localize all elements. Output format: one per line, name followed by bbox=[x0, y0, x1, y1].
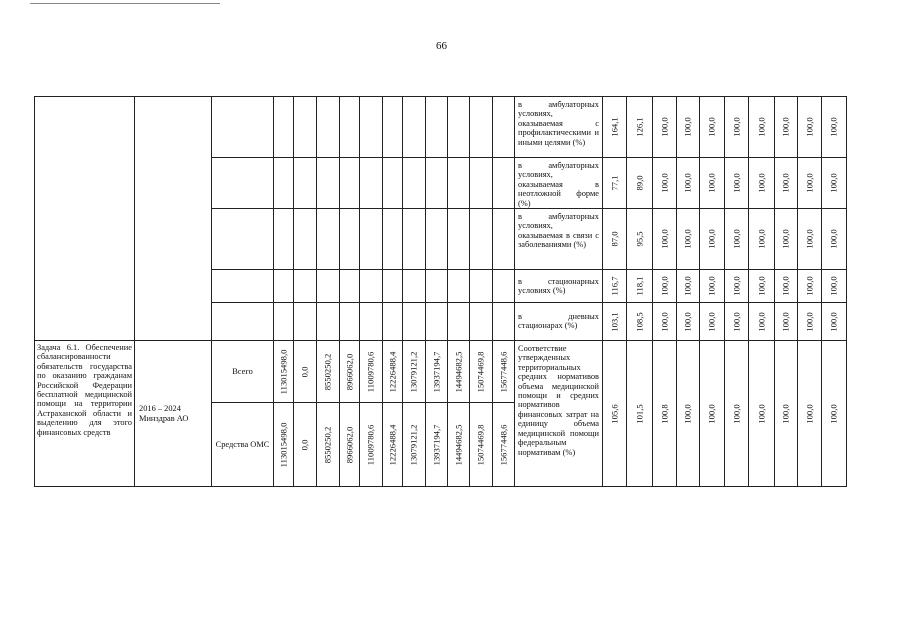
program-table bbox=[34, 96, 847, 487]
value-cell: 100,0 bbox=[798, 209, 822, 270]
indicator-cell: в амбулаторных условиях, оказываемая в связи с заболеваниями (%) bbox=[515, 209, 603, 270]
value-cell: 100,0 bbox=[775, 209, 798, 270]
amount-cell: 15677448,6 bbox=[493, 341, 515, 403]
empty-cell bbox=[212, 303, 274, 341]
indicator-cell: в амбулаторных условиях, оказываемая в неотложной форме (%) bbox=[515, 158, 603, 209]
table-row bbox=[35, 341, 847, 403]
value-cell: 95,5 bbox=[627, 209, 653, 270]
value-cell: 100,0 bbox=[653, 158, 677, 209]
value-cell: 126,1 bbox=[627, 97, 653, 158]
value-cell: 100,0 bbox=[677, 270, 700, 303]
value-cell: 100,0 bbox=[725, 158, 749, 209]
value-cell: 100,0 bbox=[749, 303, 775, 341]
value-cell: 100,0 bbox=[749, 209, 775, 270]
value-cell: 100,0 bbox=[677, 158, 700, 209]
indicator-cell: Соответствие утвержденных территориальных средних нормативов объема медицинской помощи и средних нормативов финансовых затрат на единицу объема медицинской помощи федеральным нормативам (%) bbox=[515, 341, 603, 487]
value-cell: 89,0 bbox=[627, 158, 653, 209]
value-cell: 100,0 bbox=[653, 209, 677, 270]
value-cell: 100,0 bbox=[798, 158, 822, 209]
amount-cell: 8550250,2 bbox=[317, 341, 340, 403]
value-cell: 100,0 bbox=[653, 270, 677, 303]
value-cell: 100,0 bbox=[749, 341, 775, 487]
value-cell: 100,0 bbox=[775, 97, 798, 158]
value-cell: 100,0 bbox=[822, 341, 847, 487]
value-cell: 100,0 bbox=[822, 303, 847, 341]
value-cell: 100,0 bbox=[677, 303, 700, 341]
value-cell: 100,0 bbox=[700, 303, 725, 341]
amount-cell: 14494682,5 bbox=[448, 403, 470, 487]
value-cell: 100,0 bbox=[700, 158, 725, 209]
value-cell: 100,0 bbox=[700, 341, 725, 487]
value-cell: 100,0 bbox=[822, 158, 847, 209]
value-cell: 100,0 bbox=[822, 270, 847, 303]
value-cell: 100,0 bbox=[725, 341, 749, 487]
value-cell: 100,0 bbox=[653, 97, 677, 158]
value-cell: 100,0 bbox=[700, 209, 725, 270]
funding-label: Средства ОМС bbox=[212, 403, 274, 487]
value-cell: 116,7 bbox=[603, 270, 627, 303]
amount-cell: 15074469,8 bbox=[470, 341, 493, 403]
empty-cell bbox=[35, 97, 135, 341]
value-cell: 100,0 bbox=[749, 158, 775, 209]
value-cell: 100,0 bbox=[822, 97, 847, 158]
value-cell: 100,0 bbox=[700, 270, 725, 303]
value-cell: 100,0 bbox=[775, 303, 798, 341]
value-cell: 100,0 bbox=[798, 303, 822, 341]
amount-cell: 15074469,8 bbox=[470, 403, 493, 487]
value-cell: 100,0 bbox=[677, 209, 700, 270]
value-cell: 103,1 bbox=[603, 303, 627, 341]
amount-cell: 8966062,0 bbox=[340, 403, 360, 487]
amount-cell: 11009780,6 bbox=[360, 403, 383, 487]
value-cell: 100,0 bbox=[677, 341, 700, 487]
page-number: 66 bbox=[436, 40, 447, 52]
empty-cell bbox=[212, 158, 274, 209]
value-cell: 100,0 bbox=[798, 97, 822, 158]
value-cell: 100,0 bbox=[653, 303, 677, 341]
value-cell: 100,0 bbox=[775, 270, 798, 303]
value-cell: 100,0 bbox=[775, 158, 798, 209]
value-cell: 100,0 bbox=[749, 270, 775, 303]
value-cell: 100,8 bbox=[653, 341, 677, 487]
value-cell: 100,0 bbox=[798, 270, 822, 303]
amount-cell: 13937194,7 bbox=[426, 341, 448, 403]
indicator-cell: в стационарных условиях (%) bbox=[515, 270, 603, 303]
amount-cell: 113015498,0 bbox=[274, 403, 294, 487]
amount-cell: 8550250,2 bbox=[317, 403, 340, 487]
amount-cell: 13079121,2 bbox=[403, 341, 426, 403]
value-cell: 100,0 bbox=[700, 97, 725, 158]
value-cell: 87,0 bbox=[603, 209, 627, 270]
table-row bbox=[35, 97, 847, 158]
amount-cell: 12226488,4 bbox=[383, 403, 403, 487]
value-cell: 105,6 bbox=[603, 341, 627, 487]
value-cell: 108,5 bbox=[627, 303, 653, 341]
value-cell: 100,0 bbox=[725, 270, 749, 303]
amount-cell: 12226488,4 bbox=[383, 341, 403, 403]
value-cell: 100,0 bbox=[725, 97, 749, 158]
value-cell: 101,5 bbox=[627, 341, 653, 487]
empty-cell bbox=[135, 97, 212, 341]
amount-cell: 8966062,0 bbox=[340, 341, 360, 403]
amount-cell: 0,0 bbox=[294, 341, 317, 403]
amount-cell: 14494682,5 bbox=[448, 341, 470, 403]
period-executor: 2016 – 2024 Минздрав АО bbox=[135, 341, 212, 487]
value-cell: 100,0 bbox=[775, 341, 798, 487]
amount-cell: 15677448,6 bbox=[493, 403, 515, 487]
program-table-wrapper bbox=[34, 96, 847, 487]
amount-cell: 0,0 bbox=[294, 403, 317, 487]
indicator-cell: в амбулаторных условиях, оказываемая с профилактическими и иными целями (%) bbox=[515, 97, 603, 158]
value-cell: 118,1 bbox=[627, 270, 653, 303]
value-cell: 100,0 bbox=[725, 303, 749, 341]
value-cell: 100,0 bbox=[798, 341, 822, 487]
amount-cell: 13079121,2 bbox=[403, 403, 426, 487]
indicator-cell: в дневных стационарах (%) bbox=[515, 303, 603, 341]
amount-cell: 13937194,7 bbox=[426, 403, 448, 487]
value-cell: 77,1 bbox=[603, 158, 627, 209]
value-cell: 100,0 bbox=[749, 97, 775, 158]
task-description: Задача 6.1. Обеспечение сбалансированности обязательств государства по оказанию гражданам Российской Федерации бесплатной медицинской помощи на территории Астраханской области и выделению для этого финансовых средств bbox=[35, 341, 135, 487]
value-cell: 100,0 bbox=[725, 209, 749, 270]
empty-cell bbox=[212, 97, 274, 158]
top-rule bbox=[30, 3, 220, 4]
value-cell: 100,0 bbox=[822, 209, 847, 270]
amount-cell: 113015498,0 bbox=[274, 341, 294, 403]
value-cell: 164,1 bbox=[603, 97, 627, 158]
amount-cell: 11009780,6 bbox=[360, 341, 383, 403]
empty-cell bbox=[212, 209, 274, 270]
value-cell: 100,0 bbox=[677, 97, 700, 158]
empty-cell bbox=[212, 270, 274, 303]
funding-label: Всего bbox=[212, 341, 274, 403]
